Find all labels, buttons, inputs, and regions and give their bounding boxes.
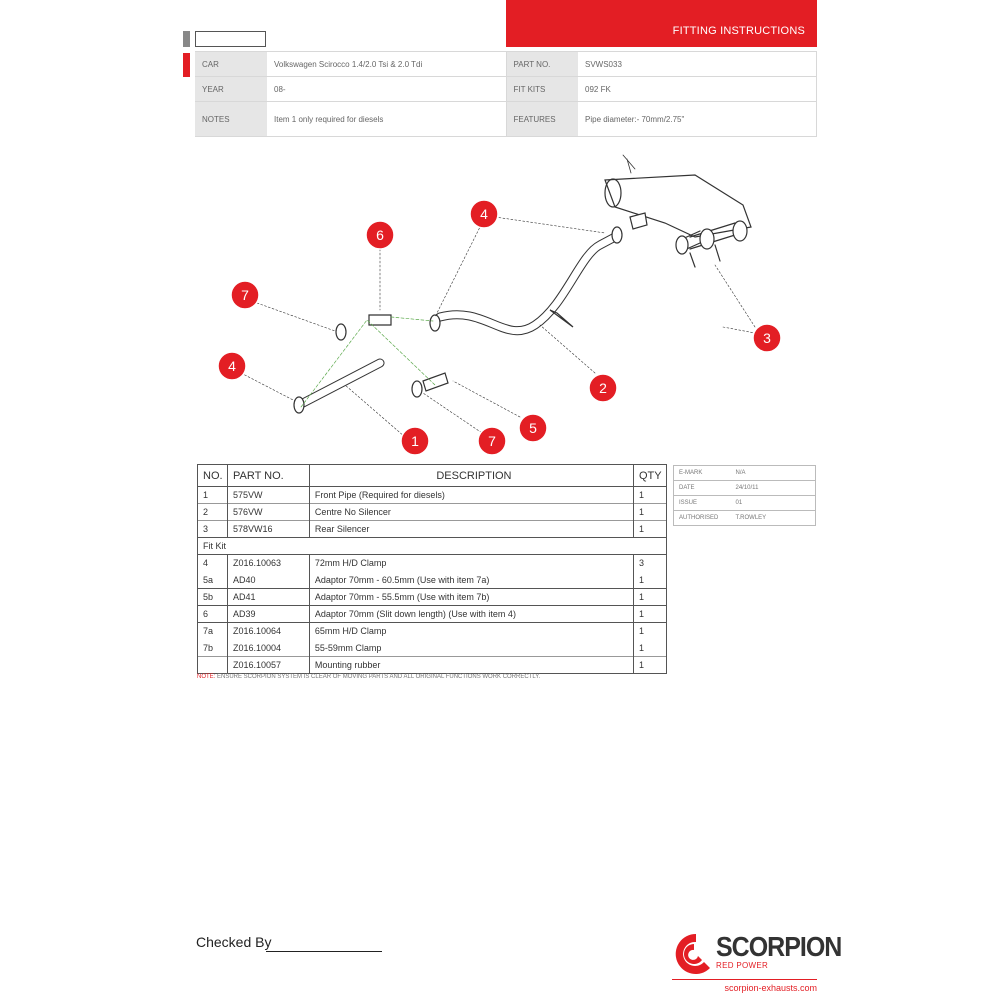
row-part: Z016.10004 <box>227 640 309 657</box>
rear-silencer-shape <box>605 175 751 237</box>
year-value: 08- <box>267 77 506 102</box>
svg-text:1: 1 <box>411 433 419 449</box>
row-no: 7b <box>198 640 228 657</box>
row-no: 6 <box>198 606 228 623</box>
svg-text:2: 2 <box>599 380 607 396</box>
row-part: Z016.10064 <box>227 623 309 640</box>
issue-label: ISSUE <box>674 496 731 511</box>
row-desc: Front Pipe (Required for diesels) <box>309 487 633 504</box>
row-part: 576VW <box>227 504 309 521</box>
table-row <box>198 657 667 674</box>
fit-kit-section-row <box>198 538 667 555</box>
table-row <box>198 572 667 589</box>
svg-text:3: 3 <box>763 330 771 346</box>
red-marker <box>183 53 190 77</box>
callout-1 <box>401 427 429 455</box>
footer-divider <box>672 979 817 980</box>
table-row <box>198 487 667 504</box>
table-row <box>198 521 667 538</box>
authorised-value: T.ROWLEY <box>731 511 816 526</box>
row-qty: 1 <box>633 487 666 504</box>
note-text: ENSURE SCORPION SYSTEM IS CLEAR OF MOVING PARTS AND ALL ORIGINAL FUNCTIONS WORK CORRECTLY. <box>215 674 541 680</box>
row-no: 7a <box>198 623 228 640</box>
row-qty: 1 <box>633 606 666 623</box>
clamp-7b <box>412 381 422 397</box>
row-no: 2 <box>198 504 228 521</box>
clamp-4-mid <box>430 315 440 331</box>
row-desc: Rear Silencer <box>309 521 633 538</box>
row-desc: Mounting rubber <box>309 657 633 674</box>
row-no: 3 <box>198 521 228 538</box>
part-no-label: PART NO. <box>506 52 578 77</box>
website-link[interactable]: scorpion-exhausts.com <box>724 983 817 993</box>
row-part: AD40 <box>227 572 309 589</box>
blank-box <box>195 31 266 47</box>
row-part: Z016.10063 <box>227 555 309 572</box>
emark-value: N/A <box>731 466 816 481</box>
row-part: Z016.10057 <box>227 657 309 674</box>
callout-6 <box>366 221 394 249</box>
info-table <box>195 51 817 137</box>
row-part: AD41 <box>227 589 309 606</box>
row-desc: 72mm H/D Clamp <box>309 555 633 572</box>
features-value: Pipe diameter:- 70mm/2.75" <box>578 102 817 137</box>
row-qty: 1 <box>633 640 666 657</box>
row-qty: 1 <box>633 572 666 589</box>
emark-label: E-MARK <box>674 466 731 481</box>
callout-7-top <box>231 281 259 309</box>
callout-7-bottom <box>478 427 506 455</box>
car-value: Volkswagen Scirocco 1.4/2.0 Tsi & 2.0 Tdi <box>267 52 506 77</box>
date-label: DATE <box>674 481 731 496</box>
svg-text:7: 7 <box>488 433 496 449</box>
issue-value: 01 <box>731 496 816 511</box>
header-banner <box>506 0 817 47</box>
adaptor-6 <box>369 315 391 325</box>
svg-text:5: 5 <box>529 420 537 436</box>
col-no-header: NO. <box>198 465 228 487</box>
table-row <box>198 606 667 623</box>
row-part: 575VW <box>227 487 309 504</box>
callout-4-left <box>218 352 246 380</box>
clamp-4-rear <box>612 227 622 243</box>
exhaust-diagram-svg <box>195 145 817 465</box>
row-no: 4 <box>198 555 228 572</box>
features-label: FEATURES <box>506 102 578 137</box>
table-row <box>198 589 667 606</box>
row-qty: 1 <box>633 657 666 674</box>
row-qty: 1 <box>633 589 666 606</box>
car-label: CAR <box>195 52 267 77</box>
row-desc: Centre No Silencer <box>309 504 633 521</box>
svg-text:4: 4 <box>228 358 236 374</box>
checked-by-label: Checked By <box>196 934 272 950</box>
callout-3 <box>753 324 781 352</box>
callout-2 <box>589 374 617 402</box>
year-label: YEAR <box>195 77 267 102</box>
signature-line <box>266 951 382 952</box>
row-desc: Adaptor 70mm - 60.5mm (Use with item 7a) <box>309 572 633 589</box>
svg-text:4: 4 <box>480 206 488 222</box>
row-no <box>198 657 228 674</box>
row-desc: Adaptor 70mm - 55.5mm (Use with item 7b) <box>309 589 633 606</box>
callout-4-top <box>470 200 498 228</box>
fit-kits-label: FIT KITS <box>506 77 578 102</box>
table-row <box>198 555 667 572</box>
parts-table <box>197 464 667 674</box>
notes-label: NOTES <box>195 102 267 137</box>
svg-text:7: 7 <box>241 287 249 303</box>
row-qty: 3 <box>633 555 666 572</box>
row-no: 5a <box>198 572 228 589</box>
table-row <box>198 623 667 640</box>
row-qty: 1 <box>633 504 666 521</box>
date-value: 24/10/11 <box>731 481 816 496</box>
brand-name: SCORPION <box>716 932 842 963</box>
notes-value: Item 1 only required for diesels <box>267 102 506 137</box>
row-no: 5b <box>198 589 228 606</box>
row-part: 578VW16 <box>227 521 309 538</box>
adaptor-5 <box>423 373 448 391</box>
row-desc: Adaptor 70mm (Slit down length) (Use with item 4) <box>309 606 633 623</box>
note-label: NOTE: <box>197 674 216 680</box>
col-desc-header: DESCRIPTION <box>309 465 633 487</box>
header-title: FITTING INSTRUCTIONS <box>672 25 805 37</box>
fit-kits-value: 092 FK <box>578 77 817 102</box>
callout-5 <box>519 414 547 442</box>
table-row <box>198 640 667 657</box>
row-part: AD39 <box>227 606 309 623</box>
grey-marker <box>183 31 190 47</box>
part-no-value: SVWS033 <box>578 52 817 77</box>
row-qty: 1 <box>633 521 666 538</box>
svg-text:6: 6 <box>376 227 384 243</box>
exhaust-diagram <box>195 145 817 465</box>
col-qty-header: QTY <box>633 465 666 487</box>
table-row <box>198 504 667 521</box>
row-desc: 55-59mm Clamp <box>309 640 633 657</box>
row-no: 1 <box>198 487 228 504</box>
clamp-7a <box>336 324 346 340</box>
brand-tagline: RED POWER <box>716 961 769 970</box>
safety-note <box>197 674 540 680</box>
fit-kit-label: Fit Kit <box>198 538 667 555</box>
meta-table <box>673 465 816 526</box>
row-desc: 65mm H/D Clamp <box>309 623 633 640</box>
authorised-label: AUTHORISED <box>674 511 731 526</box>
col-part-header: PART NO. <box>227 465 309 487</box>
row-qty: 1 <box>633 623 666 640</box>
